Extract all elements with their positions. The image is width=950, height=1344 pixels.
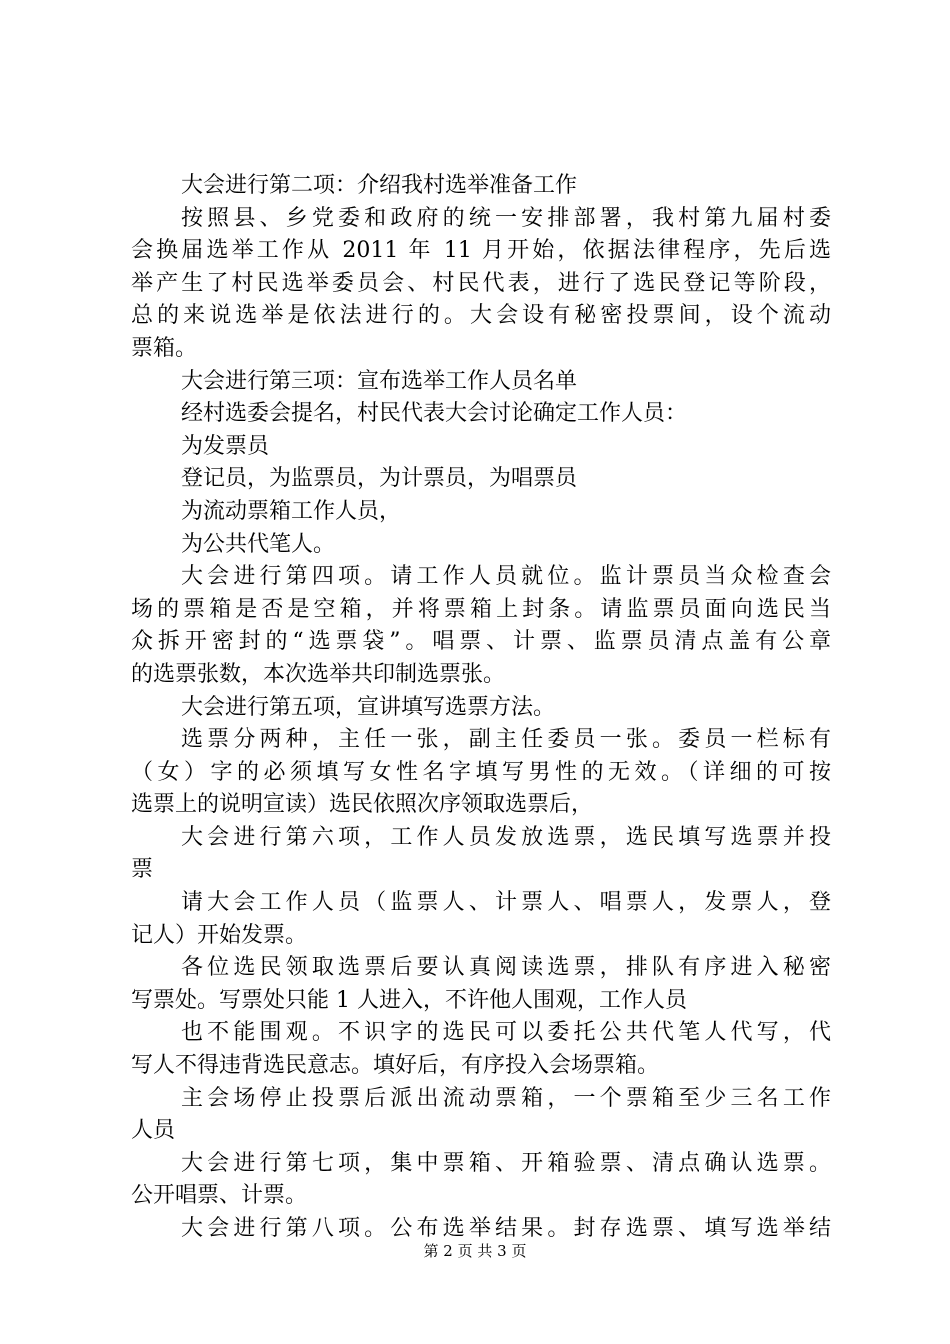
text-line: 大会进行第六项，工作人员发放选票，选民填写选票并投: [181, 824, 831, 850]
text-line: 大会进行第七项，集中票箱、开箱验票、清点确认选票。: [181, 1150, 831, 1176]
text-line: 大会进行第三项：宣布选举工作人员名单: [181, 368, 578, 394]
text-line: 为公共代笔人。: [181, 531, 336, 557]
text-line: 按照县、乡党委和政府的统一安排部署，我村第九届村委: [181, 205, 831, 231]
text-line: 票箱。: [131, 335, 198, 361]
text-line: 举产生了村民选举委员会、村民代表，进行了选民登记等阶段，: [131, 270, 831, 296]
text-line: 会换届选举工作从 2011 年 11 月开始，依据法律程序，先后选: [131, 238, 831, 264]
text-line: 请大会工作人员（监票人、计票人、唱票人，发票人，登: [181, 890, 831, 916]
text-line: 场的票箱是否是空箱，并将票箱上封条。请监票员面向选民当: [131, 596, 831, 622]
text-line: 大会进行第五项，宣讲填写选票方法。: [181, 694, 556, 720]
text-line: 选票分两种，主任一张，副主任委员一张。委员一栏标有: [181, 727, 831, 753]
text-line: 主会场停止投票后派出流动票箱，一个票箱至少三名工作: [181, 1085, 831, 1111]
text-line: 写人不得违背选民意志。填好后，有序投入会场票箱。: [131, 1053, 660, 1079]
text-line: 大会进行第八项。公布选举结果。封存选票、填写选举结: [181, 1216, 831, 1241]
text-line: 记人）开始发票。: [131, 922, 308, 948]
text-line: 公开唱票、计票。: [131, 1183, 308, 1209]
text-line: 为发票员: [181, 433, 270, 459]
text-line: 的选票张数，本次选举共印制选票张。: [131, 661, 506, 687]
text-line: 人员: [131, 1118, 176, 1144]
text-line: 各位选民领取选票后要认真阅读选票，排队有序进入秘密: [181, 955, 831, 981]
text-line: 大会进行第二项：介绍我村选举准备工作: [181, 173, 578, 198]
text-line: 众拆开密封的“选票袋”。唱票、计票、监票员清点盖有公章: [131, 629, 831, 655]
text-line: 经村选委会提名，村民代表大会讨论确定工作人员：: [181, 401, 688, 427]
text-line: 登记员，为监票员，为计票员，为唱票员: [181, 466, 578, 492]
document-body: [131, 170, 831, 1246]
text-line: 也不能围观。不识字的选民可以委托公共代笔人代写，代: [181, 1020, 831, 1046]
text-line: 为流动票箱工作人员，: [181, 498, 402, 524]
text-line: 选票上的说明宣读）选民依照次序领取选票后，: [131, 792, 594, 818]
text-line: （女）字的必须填写女性名字填写男性的无效。（详细的可按: [131, 759, 831, 785]
text-line: 票: [131, 857, 154, 883]
text-line: 写票处。写票处只能 1 人进入，不许他人围观，工作人员: [131, 987, 687, 1013]
page-footer: 第 2 页 共 3 页: [423, 1242, 527, 1260]
text-line: 总的来说选举是依法进行的。大会设有秘密投票间，设个流动: [131, 303, 831, 329]
text-line: 大会进行第四项。请工作人员就位。监计票员当众检查会: [181, 564, 831, 590]
